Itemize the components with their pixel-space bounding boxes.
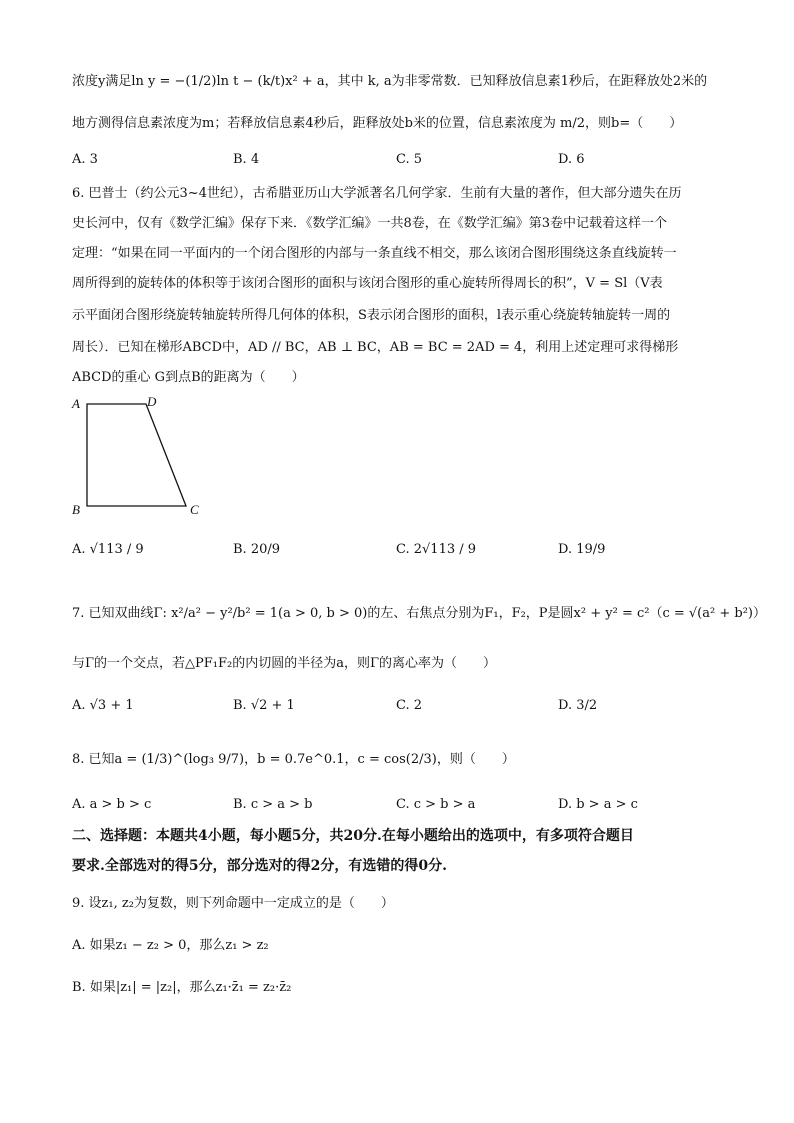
q9-stem: 9. 设z₁, z₂为复数，则下列命题中一定成立的是（ ） bbox=[72, 896, 394, 911]
q8-stem: 8. 已知a = (1/3)^(log₃ 9/7)，b = 0.7e^0.1，c = cos(2/3)，则（ ） bbox=[72, 752, 515, 767]
q9-option-b: B. 如果|z₁| = |z₂|，那么z₁·z̄₁ = z₂·z̄₂ bbox=[72, 980, 292, 995]
q6-stem-line-7: ABCD的重心 G到点B的距离为（ ） bbox=[72, 370, 305, 385]
q7-stem-line-2: 与Γ的一个交点，若△PF₁F₂的内切圆的半径为a，则Γ的离心率为（ ） bbox=[72, 656, 496, 671]
q6-stem-line-4: 周所得到的旋转体的体积等于该闭合图形的面积与该闭合图形的重心旋转所得周长的积”，V = Sl（V表 bbox=[72, 276, 663, 291]
section-2-heading-line-1: 二、选择题：本题共4小题，每小题5分，共20分.在每小题给出的选项中，有多项符合题目 bbox=[72, 828, 634, 844]
q7-option-d: D. 3/2 bbox=[558, 698, 598, 713]
q6-option-a: A. √113 / 9 bbox=[72, 542, 144, 557]
q8-option-d: D. b > a > c bbox=[558, 797, 638, 812]
q6-stem-line-5: 示平面闭合图形绕旋转轴旋转所得几何体的体积，S表示闭合图形的面积，l表示重心绕旋转轴旋转一周的 bbox=[72, 308, 671, 323]
q6-option-c: C. 2√113 / 9 bbox=[396, 542, 477, 557]
q8-option-b: B. c > a > b bbox=[233, 797, 313, 812]
q5-option-c: C. 5 bbox=[396, 152, 423, 167]
section-2-heading-line-2: 要求.全部选对的得5分，部分选对的得2分，有选错的得0分. bbox=[72, 858, 447, 874]
figure-label-d: D bbox=[147, 394, 157, 409]
q6-stem-line-1: 6. 巴普士（约公元3~4世纪），古希腊亚历山大学派著名几何学家．生前有大量的著作，但大部分遗失在历 bbox=[72, 186, 682, 201]
q6-option-b: B. 20/9 bbox=[233, 542, 281, 557]
q5-option-a: A. 3 bbox=[72, 152, 98, 167]
q6-stem-line-6: 周长）．已知在梯形ABCD中，AD // BC，AB ⊥ BC，AB = BC = 2AD = 4，利用上述定理可求得梯形 bbox=[72, 340, 679, 355]
q7-option-b: B. √2 + 1 bbox=[233, 698, 295, 713]
trapezoid-figure bbox=[66, 392, 216, 522]
q5-stem-line-1: 浓度y满足ln y = −(1/2)ln t − (k/t)x² + a，其中 k, a为非零常数．已知释放信息素1秒后，在距释放处2米的 bbox=[72, 74, 708, 89]
q6-stem-line-3: 定理：“如果在同一平面内的一个闭合图形的内部与一条直线不相交，那么该闭合图形围绕这条直线旋转一 bbox=[72, 246, 677, 261]
q7-stem-line-1: 7. 已知双曲线Γ: x²/a² − y²/b² = 1(a > 0, b > 0)的左、右焦点分别为F₁，F₂，P是圆x² + y² = c²（c = √(a² + b²)） bbox=[72, 606, 766, 621]
q7-option-a: A. √3 + 1 bbox=[72, 698, 134, 713]
q9-option-a: A. 如果z₁ − z₂ > 0，那么z₁ > z₂ bbox=[72, 938, 269, 953]
q8-option-c: C. c > b > a bbox=[396, 797, 476, 812]
q5-option-b: B. 4 bbox=[233, 152, 260, 167]
figure-label-c: C bbox=[190, 502, 199, 517]
figure-label-a: A bbox=[72, 396, 80, 411]
q6-option-d: D. 19/9 bbox=[558, 542, 606, 557]
q8-option-a: A. a > b > c bbox=[72, 797, 152, 812]
q5-stem-line-2: 地方测得信息素浓度为m；若释放信息素4秒后，距释放处b米的位置，信息素浓度为 m/2，则b=（ ） bbox=[72, 116, 683, 131]
q6-stem-line-2: 史长河中，仅有《数学汇编》保存下来．《数学汇编》一共8卷，在《数学汇编》第3卷中记载着这样一个 bbox=[72, 216, 668, 231]
q7-option-c: C. 2 bbox=[396, 698, 423, 713]
q5-option-d: D. 6 bbox=[558, 152, 585, 167]
figure-label-b: B bbox=[72, 502, 80, 517]
